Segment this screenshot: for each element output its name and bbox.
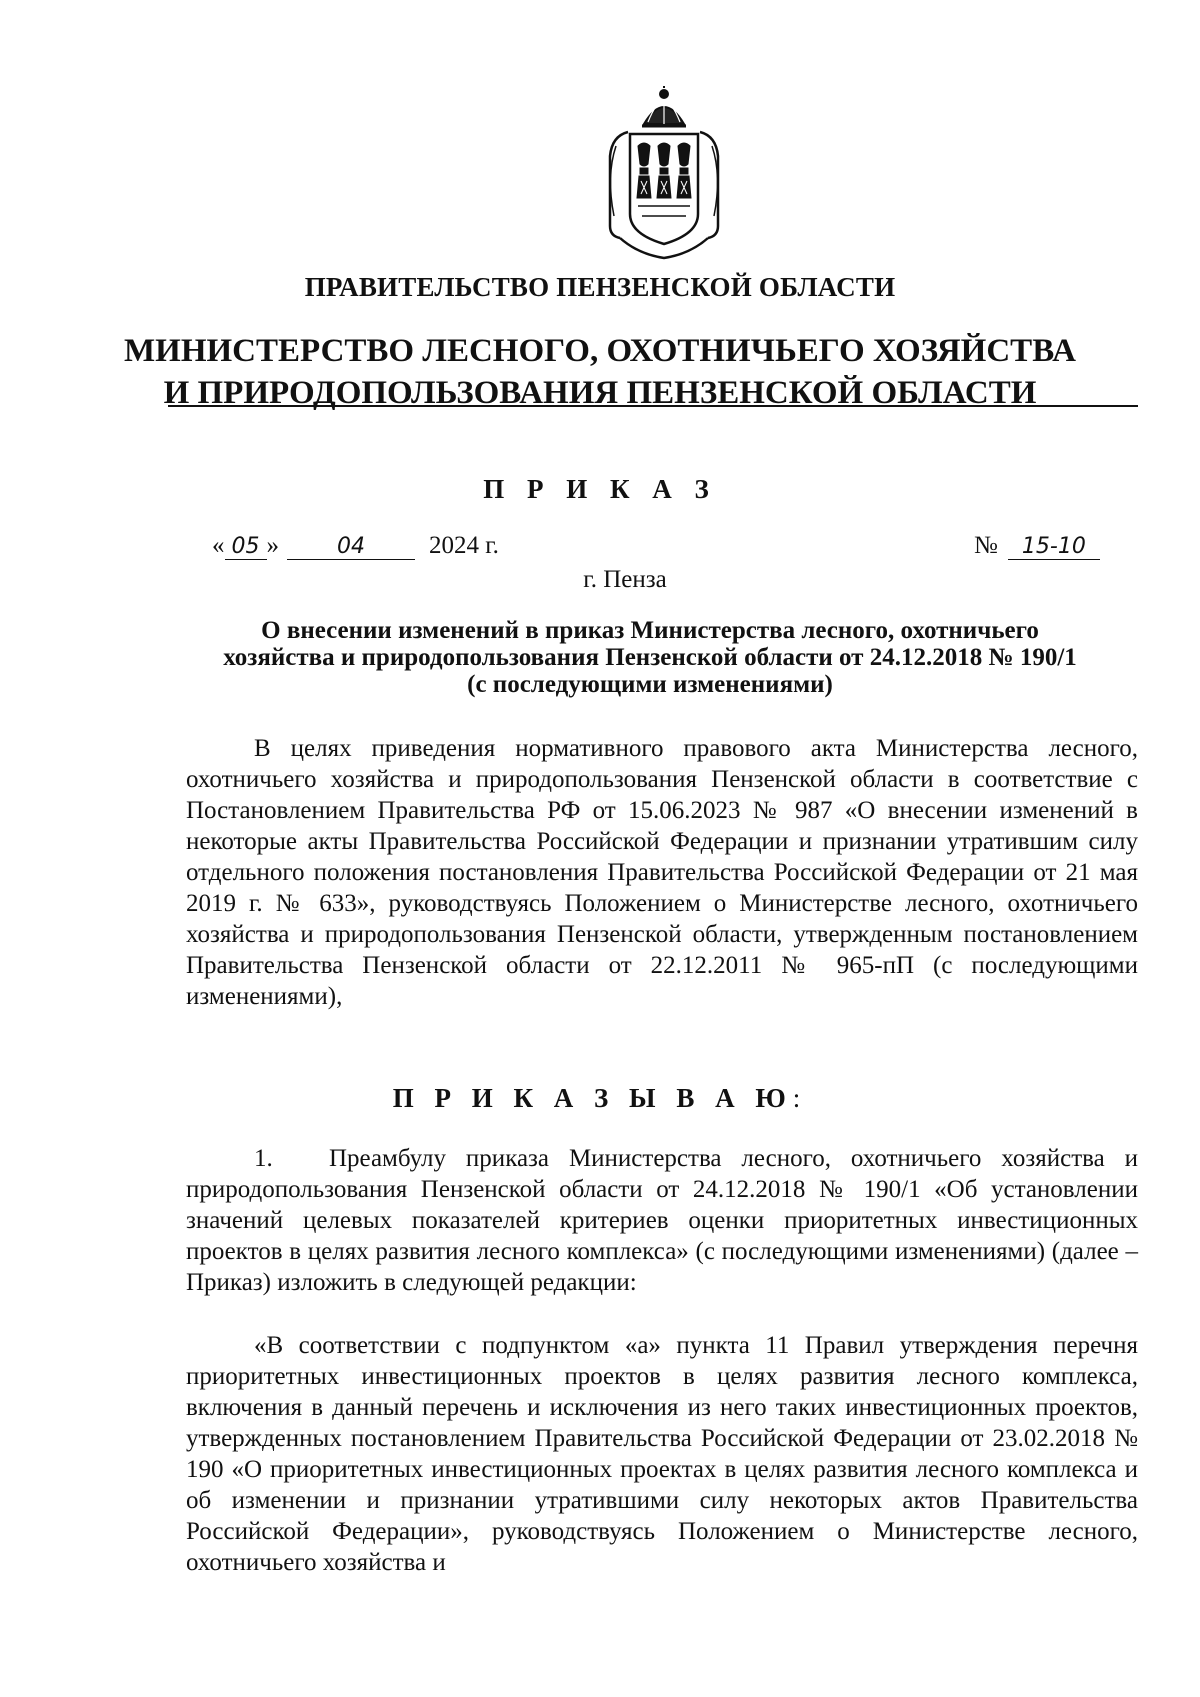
number-label: № (974, 532, 998, 559)
orders-colon: : (792, 1083, 808, 1113)
order-number (974, 532, 1100, 560)
orders-word: П Р И К А З Ы В А Ю (392, 1083, 793, 1113)
city: г. Пенза (583, 566, 667, 593)
subject-line1: О внесении изменений в приказ Министерства лесного, охотничьего (261, 617, 1039, 644)
subject-line2: хозяйства и природопользования Пензенской области от 24.12.2018 № 190/1 (223, 644, 1077, 671)
ministry-name (0, 330, 1200, 414)
coat-of-arms-icon (598, 86, 730, 262)
date-month: 04 (287, 535, 415, 560)
point-1-paragraph (186, 1143, 1138, 1298)
orders-heading (0, 1083, 1200, 1114)
header-divider (168, 405, 1138, 407)
government-name: ПРАВИТЕЛЬСТВО ПЕНЗЕНСКОЙ ОБЛАСТИ (304, 272, 896, 302)
document-type: П Р И К А З (483, 474, 717, 504)
order-date (212, 532, 499, 560)
number-value: 15-10 (1008, 535, 1100, 560)
order-subject (160, 617, 1140, 698)
date-year: 2024 г. (429, 532, 499, 559)
ministry-name-line2: И ПРИРОДОПОЛЬЗОВАНИЯ ПЕНЗЕНСКОЙ ОБЛАСТИ (163, 375, 1037, 411)
quoted-preamble-paragraph: «В соответствии с подпунктом «а» пункта 11 Правил утверждения перечня приоритетных инвестиционных проектов в целях развития лесного комплекса, включения в данный перечень и исключения из него таких инвестиционных проектов, утвержденных постановлением Правительства Российской Федерации от 23.02.2018 № 190 «О приоритетных инвестиционных проектах в целях развития лесного комплекса и об изменении и признании утратившими силу некоторых актов Правительства Российской Федерации», руководствуясь Положением о Министерстве лесного, охотничьего хозяйства и (186, 1332, 1138, 1576)
ministry-name-line1: МИНИСТЕРСТВО ЛЕСНОГО, ОХОТНИЧЬЕГО ХОЗЯЙСТВА (124, 333, 1076, 369)
date-close-quote: » (266, 532, 279, 559)
preamble-paragraph: В целях приведения нормативного правового акта Министерства лесного, охотничьего хозяйства и природопользования Пензенской области в соответствие с Постановлением Правительства РФ от 15.06.2023 № 987 «О внесении изменений в некоторые акты Правительства Российской Федерации и признании утратившим силу отдельного положения постановления Правительства Российской Федерации от 21 мая 2019 г. № 633», руководствуясь Положением о Министерстве лесного, охотничьего хозяйства и природопользования Пензенской области, утвержденным постановлением Правительства Пензенской области от 22.12.2011 № 965-пП (с последующими изменениями), (186, 735, 1138, 1010)
point-1-number: 1. (254, 1145, 273, 1172)
date-open-quote: « (212, 532, 225, 559)
date-day: 05 (225, 535, 267, 560)
point-1-text: Преамбулу приказа Министерства лесного, охотничьего хозяйства и природопользования Пензенской области от 24.12.2018 № 190/1 «Об установлении значений целевых показателей критериев оценки приоритетных инвестиционных проектов в целях развития лесного комплекса» (с последующими изменениями) (далее – Приказ) изложить в следующей редакции: (186, 1145, 1138, 1296)
subject-line3: (с последующими изменениями) (467, 671, 833, 698)
